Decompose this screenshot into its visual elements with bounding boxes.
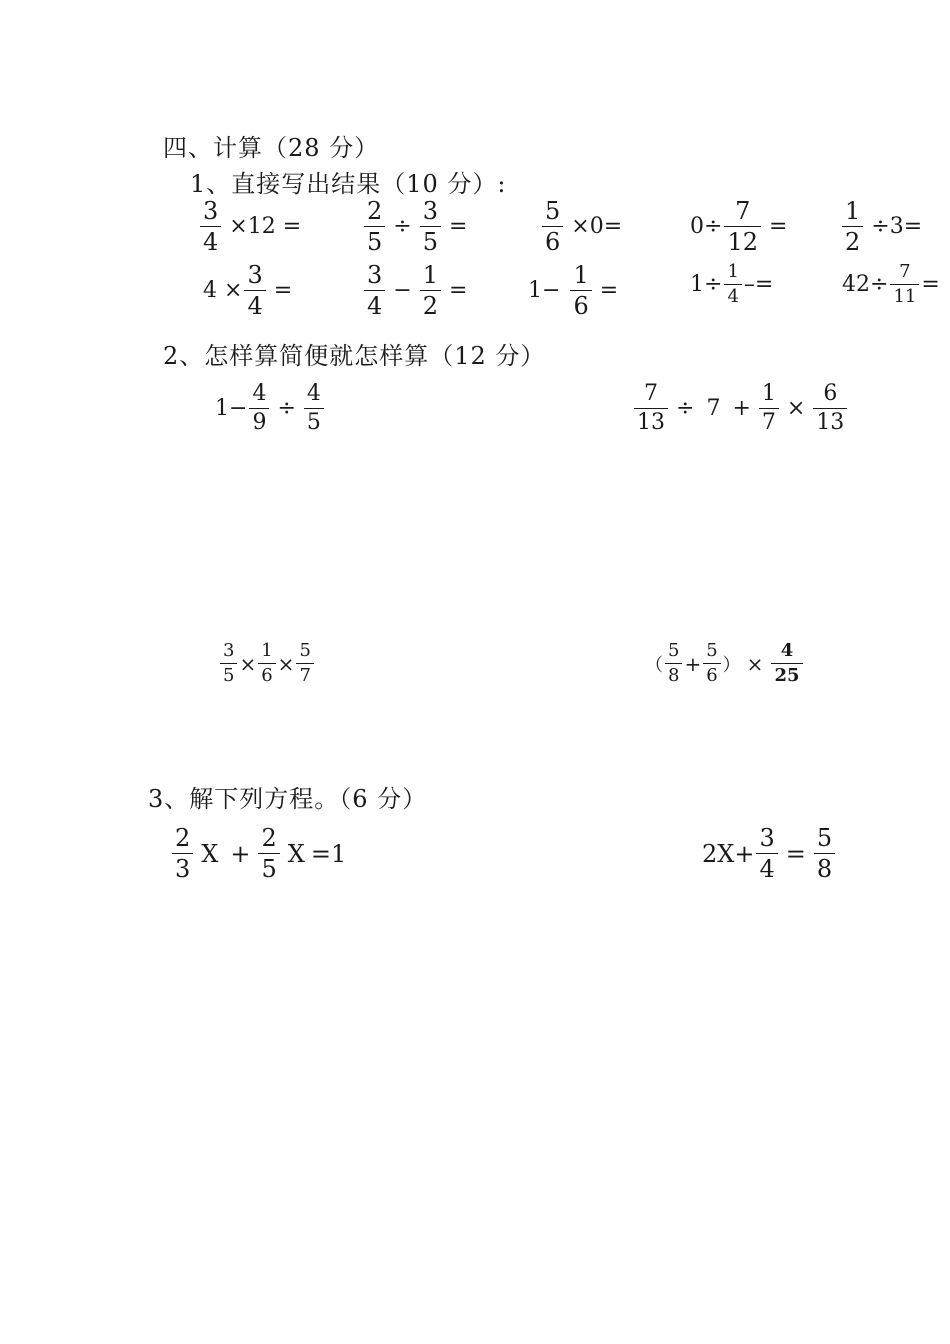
math-text: = bbox=[599, 278, 619, 303]
math-text: ×12 = bbox=[229, 214, 302, 239]
math-text: 7 bbox=[899, 261, 911, 282]
math-text: X bbox=[287, 839, 305, 868]
q1-r1-c bbox=[540, 199, 628, 254]
math-text: 3 bbox=[172, 853, 193, 881]
math-text: = bbox=[768, 214, 788, 239]
math-text: 7 bbox=[706, 396, 721, 421]
fraction bbox=[771, 642, 802, 685]
fraction bbox=[244, 263, 265, 318]
q1-r2-b bbox=[362, 263, 473, 318]
q3-b bbox=[702, 826, 837, 881]
math-text: 1− bbox=[528, 278, 561, 303]
fraction bbox=[258, 642, 275, 685]
math-text: （ bbox=[645, 654, 663, 676]
math-text: 1− bbox=[215, 396, 248, 421]
math-text: + bbox=[230, 839, 251, 868]
math-text: × bbox=[746, 651, 764, 676]
math-text: 25 bbox=[771, 663, 802, 685]
math-text: 1 bbox=[845, 197, 861, 225]
fraction bbox=[570, 263, 591, 318]
math-text: 42÷ bbox=[842, 272, 889, 297]
math-text: = bbox=[449, 214, 468, 239]
fraction bbox=[542, 199, 563, 254]
math-text: 1 bbox=[727, 261, 739, 282]
math-text: 6 bbox=[570, 290, 591, 318]
fraction bbox=[813, 383, 847, 434]
math-text: 1 bbox=[761, 381, 776, 406]
q2-c bbox=[218, 642, 316, 685]
math-text: 4 bbox=[252, 381, 267, 406]
math-text: 4 bbox=[756, 853, 777, 881]
math-text: 12 bbox=[724, 226, 761, 254]
q1-r1-d bbox=[690, 199, 793, 254]
math-text: 5 bbox=[545, 197, 561, 225]
math-text: 1÷ bbox=[690, 272, 723, 297]
q1-r2-a bbox=[203, 263, 298, 318]
fraction bbox=[172, 826, 193, 881]
q2-a bbox=[215, 383, 326, 434]
fraction bbox=[665, 642, 682, 685]
fraction bbox=[420, 199, 441, 254]
math-text: ÷ bbox=[393, 214, 412, 239]
math-text: 5 bbox=[420, 226, 441, 254]
math-text: 5 bbox=[364, 226, 385, 254]
math-text: × bbox=[786, 396, 806, 421]
math-text: 5 bbox=[668, 640, 680, 661]
math-text: 7 bbox=[735, 197, 751, 225]
fraction bbox=[296, 642, 313, 685]
math-text: 4 bbox=[306, 381, 321, 406]
math-text: 8 bbox=[814, 853, 835, 881]
fraction bbox=[249, 383, 269, 434]
math-text: 7 bbox=[644, 381, 658, 406]
math-text: + bbox=[732, 396, 751, 421]
math-text: 2 bbox=[420, 290, 441, 318]
math-text: 6 bbox=[258, 663, 275, 685]
math-text: 3 bbox=[422, 197, 438, 225]
math-text: 6 bbox=[823, 381, 838, 406]
math-text: 1 bbox=[422, 261, 438, 289]
fraction bbox=[364, 263, 385, 318]
fraction bbox=[756, 826, 777, 881]
fraction bbox=[220, 642, 237, 685]
math-text: 7 bbox=[759, 408, 779, 434]
fraction bbox=[304, 383, 324, 434]
math-text: 4 × bbox=[203, 278, 243, 303]
math-text: 0÷ bbox=[690, 214, 723, 239]
q1-r2-d bbox=[690, 263, 773, 306]
math-text: 3 bbox=[247, 261, 263, 289]
math-text: 3 bbox=[367, 261, 383, 289]
math-text: ×0= bbox=[571, 214, 623, 239]
math-text: 7 bbox=[296, 663, 313, 685]
q1-r2-c bbox=[528, 263, 624, 318]
math-text: 8 bbox=[665, 663, 682, 685]
math-text: 13 bbox=[813, 408, 847, 434]
math-text: 5 bbox=[304, 408, 324, 434]
math-text: 4 bbox=[200, 226, 221, 254]
fraction bbox=[724, 199, 761, 254]
q1-r1-e bbox=[840, 199, 928, 254]
fraction bbox=[634, 383, 668, 434]
q1-r2-e bbox=[842, 263, 940, 306]
math-text: − bbox=[393, 278, 412, 303]
math-text: ） bbox=[722, 654, 741, 676]
math-text: 5 bbox=[299, 640, 311, 661]
math-text: 6 bbox=[542, 226, 563, 254]
math-text: 3 bbox=[759, 824, 775, 852]
math-text: ÷ bbox=[676, 396, 695, 421]
math-text: 4 bbox=[780, 640, 794, 661]
math-text: 5 bbox=[816, 824, 833, 852]
math-text: 1 bbox=[573, 261, 589, 289]
fraction bbox=[258, 826, 279, 881]
fraction bbox=[200, 199, 221, 254]
math-text: × bbox=[277, 651, 295, 676]
math-text: 2X+ bbox=[702, 839, 755, 868]
question-2-title: 2、怎样算简便就怎样算（12 分） bbox=[163, 342, 546, 370]
math-text: = bbox=[449, 278, 468, 303]
q1-r1-a bbox=[198, 199, 307, 254]
fraction bbox=[759, 383, 779, 434]
fraction bbox=[724, 263, 741, 306]
q2-d bbox=[645, 642, 805, 685]
fraction bbox=[842, 199, 863, 254]
math-text: 9 bbox=[249, 408, 269, 434]
question-1-title: 1、直接写出结果（10 分）: bbox=[190, 170, 507, 198]
fraction bbox=[703, 642, 720, 685]
fraction bbox=[420, 263, 441, 318]
math-text: 2 bbox=[175, 824, 191, 852]
math-text: 4 bbox=[244, 290, 265, 318]
math-text: = bbox=[273, 278, 293, 303]
q1-r1-b bbox=[362, 199, 473, 254]
math-text: –= bbox=[743, 272, 774, 297]
section-title: 四、计算（28 分） bbox=[163, 134, 380, 162]
math-text: 5 bbox=[706, 640, 718, 661]
q2-b bbox=[632, 383, 849, 434]
math-text: 11 bbox=[890, 284, 919, 306]
math-text: + bbox=[684, 651, 702, 676]
math-text: 2 bbox=[367, 197, 383, 225]
math-text: 3 bbox=[223, 640, 235, 661]
math-text: × bbox=[239, 651, 257, 676]
fraction bbox=[364, 199, 385, 254]
math-text: 4 bbox=[364, 290, 385, 318]
math-text: 4 bbox=[724, 284, 741, 306]
math-text: 2 bbox=[842, 226, 863, 254]
math-text: 6 bbox=[703, 663, 720, 685]
math-text: 1 bbox=[261, 640, 273, 661]
math-text: 13 bbox=[634, 408, 668, 434]
math-text: 5 bbox=[258, 853, 279, 881]
fraction bbox=[890, 263, 919, 306]
math-text: = bbox=[785, 839, 806, 868]
fraction bbox=[814, 826, 835, 881]
math-text: =1 bbox=[310, 839, 347, 868]
math-text: 3 bbox=[203, 197, 219, 225]
question-3-title: 3、解下列方程。（6 分） bbox=[148, 785, 428, 813]
math-text: X bbox=[201, 839, 219, 868]
math-text: ÷3= bbox=[871, 214, 923, 239]
math-text: 5 bbox=[220, 663, 237, 685]
q3-a bbox=[170, 826, 346, 881]
math-text: = bbox=[921, 272, 940, 297]
math-text: 2 bbox=[261, 824, 277, 852]
math-text: ÷ bbox=[277, 396, 296, 421]
